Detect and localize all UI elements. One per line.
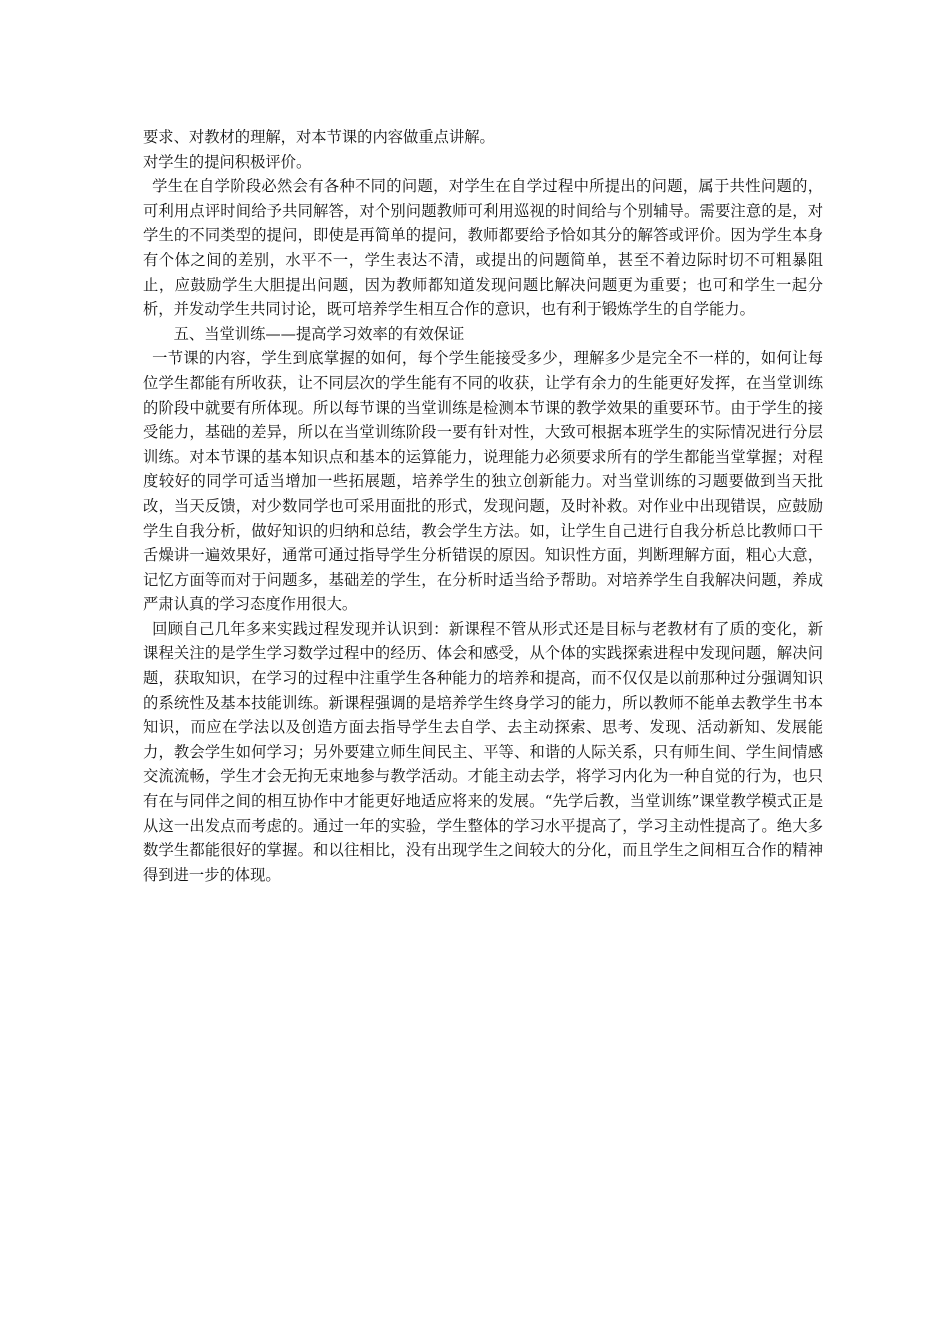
paragraph-student-questions: 学生在自学阶段必然会有各种不同的问题，对学生在自学过程中所提出的问题，属于共性问题的，可利用点评时间给予共同解答，对个别问题教师可利用巡视的时间给与个别辅导。需要注意的是，对学生的不同类型的提问，即使是再简单的提问，教师都要给予恰如其分的解答或评价。因为学生本身有个体之间的差别，水平不一，学生表达不清，或提出的问题简单，甚至不着边际时切不可粗暴阻止，应鼓励学生大胆提出问题，因为教师都知道发现问题比解决问题更为重要；也可和学生一起分析，并发动学生共同讨论，既可培养学生相互合作的意识，也有利于锻炼学生的自学能力。 — [143, 177, 823, 319]
document-body — [143, 125, 823, 887]
section-heading-classroom-training: 五、当堂训练——提高学习效率的有效保证 — [173, 324, 465, 343]
paragraph-continuation: 要求、对教材的理解，对本节课的内容做重点讲解。 — [143, 128, 495, 146]
paragraph-classroom-training: 一节课的内容，学生到底掌握的如何，每个学生能接受多少，理解多少是完全不一样的，如何让每位学生都能有所收获，让不同层次的学生能有不同的收获，让学有余力的生能更好发挥，在当堂训练的阶段中就要有所体现。所以每节课的当堂训练是检测本节课的教学效果的重要环节。由于学生的接受能力，基础的差异，所以在当堂训练阶段一要有针对性，大致可根据本班学生的实际情况进行分层训练。对本节课的基本知识点和基本的运算能力，说理能力必须要求所有的学生都能当堂掌握；对程度较好的同学可适当增加一些拓展题，培养学生的独立创新能力。对当堂训练的习题要做到当天批改，当天反馈，对少数同学也可采用面批的形式，发现问题，及时补救。对作业中出现错误，应鼓励学生自我分析，做好知识的归纳和总结，教会学生方法。如，让学生自己进行自我分析总比教师口干舌燥讲一遍效果好，通常可通过指导学生分析错误的原因。知识性方面，判断理解方面，粗心大意，记忆方面等而对于问题多，基础差的学生，在分析时适当给予帮助。对培养学生自我解决问题，养成严肃认真的学习态度作用很大。 — [143, 349, 823, 614]
paragraph-evaluate-questions: 对学生的提问积极评价。 — [143, 152, 312, 171]
paragraph-reflection: 回顾自己几年多来实践过程发现并认识到：新课程不管从形式还是目标与老教材有了质的变化，新课程关注的是学生学习数学过程中的经历、体会和感受，从个体的实践探索进程中发现问题，解决问题，获取知识，在学习的过程中注重学生各种能力的培养和提高，而不仅仅是以前那种过分强调知识的系统性及基本技能训练。新课程强调的是培养学生终身学习的能力，所以教师不能单去教学生书本知识，而应在学法以及创造方面去指导学生去自学、去主动探索、思考、发现、活动新知、发展能力，教会学生如何学习；另外要建立师生间民主、平等、和谐的人际关系，只有师生间、学生间情感交流流畅，学生才会无拘无束地参与教学活动。才能主动去学，将学习内化为一种自觉的行为，也只有在与同伴之间的相互协作中才能更好地适应将来的发展。“先学后教，当堂训练”课堂教学模式正是从这一出发点而考虑的。通过一年的实验，学生整体的学习水平提高了，学习主动性提高了。绝大多数学生都能很好的掌握。和以往相比，没有出现学生之间较大的分化，而且学生之间相互合作的精神得到进一步的体现。 — [143, 619, 823, 884]
